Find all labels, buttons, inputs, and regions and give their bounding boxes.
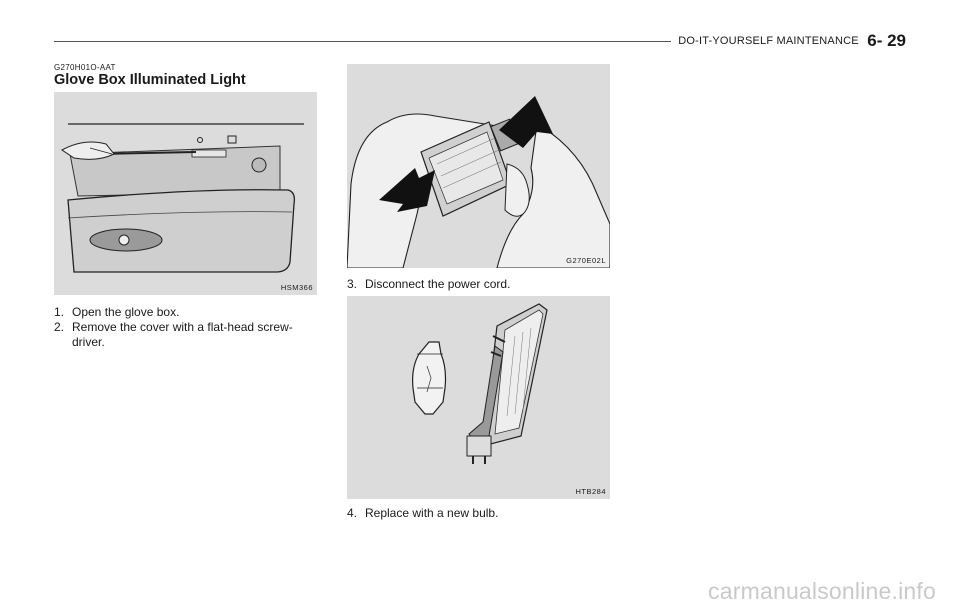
glove-box-illustration bbox=[54, 92, 317, 295]
step-text: Disconnect the power cord. bbox=[365, 277, 511, 291]
lamp-disconnect-illustration bbox=[347, 64, 610, 268]
bulb-replacement-illustration bbox=[347, 296, 610, 499]
step-2 bbox=[54, 320, 319, 350]
step-text: Remove the cover with a flat-head screw- bbox=[72, 320, 293, 334]
page-header bbox=[678, 31, 906, 51]
page-number: 6- 29 bbox=[867, 31, 906, 50]
header-rule bbox=[54, 41, 671, 42]
figure-code: G270E02L bbox=[566, 256, 606, 265]
step-text: Replace with a new bulb. bbox=[365, 506, 499, 520]
figure-code: HSM366 bbox=[280, 283, 313, 292]
step-1 bbox=[54, 305, 179, 320]
step-text: Open the glove box. bbox=[72, 305, 180, 319]
figure-code: HTB284 bbox=[575, 487, 606, 496]
step-3 bbox=[347, 277, 510, 292]
step-number: 1. bbox=[54, 305, 65, 319]
step-number: 2. bbox=[54, 320, 65, 334]
step-number: 3. bbox=[347, 277, 358, 291]
step-number: 4. bbox=[347, 506, 358, 520]
section-title: DO-IT-YOURSELF MAINTENANCE bbox=[678, 35, 859, 47]
page-title: Glove Box Illuminated Light bbox=[54, 72, 246, 88]
section-code: G270H01O-AAT bbox=[54, 63, 116, 72]
step-text-continued: driver. bbox=[72, 335, 105, 349]
watermark: carmanualsonline.info bbox=[708, 578, 936, 604]
step-4 bbox=[347, 506, 498, 521]
